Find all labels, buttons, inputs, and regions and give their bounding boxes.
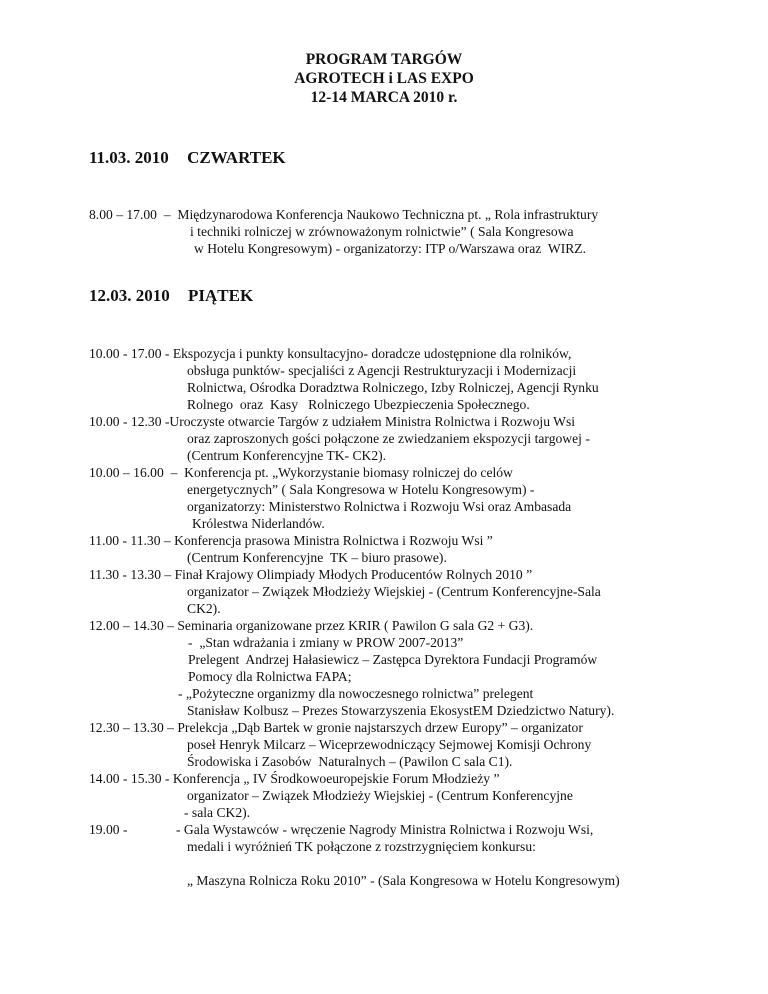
day-heading-thursday [89,148,286,168]
title-line-2: AGROTECH i LAS EXPO [294,70,474,87]
program-line: Środowiska i Zasobów Naturalnych – (Pawilon C sala C1). [187,754,513,769]
program-line: oraz zaproszonych gości połączone ze zwiedzaniem ekspozycji targowej - [187,431,590,446]
day-heading-friday [89,286,253,306]
program-line: 14.00 - 15.30 - Konferencja „ IV Środkowoeuropejskie Forum Młodzieży ” [89,771,500,786]
program-line: (Centrum Konferencyjne TK- CK2). [187,448,387,463]
program-line: Prelegent Andrzej Hałasiewicz – Zastępca Dyrektora Fundacji Programów [188,652,598,667]
program-line: 10.00 - 17.00 - Ekspozycja i punkty konsultacyjno- doradcze udostępnione dla rolników, [89,346,572,361]
program-line: - sala CK2). [184,805,251,820]
program-line: Pomocy dla Rolnictwa FAPA; [188,669,352,684]
day-date: 12.03. 2010 [89,286,170,305]
program-line: 8.00 – 17.00 – Międzynarodowa Konferencja Naukowo Techniczna pt. „ Rola infrastruktury [89,207,599,222]
program-line: w Hotelu Kongresowym) - organizatorzy: ITP o/Warszawa oraz WIRZ. [194,241,586,256]
program-line: organizator – Związek Młodzieży Wiejskiej - (Centrum Konferencyjne-Sala [187,584,601,599]
program-line: Stanisław Kolbusz – Prezes Stowarzyszenia EkosystEM Dziedzictwo Natury). [187,703,615,718]
program-line: 19.00 - [89,822,128,837]
program-line: 12.00 – 14.30 – Seminaria organizowane przez KRIR ( Pawilon G sala G2 + G3). [89,618,534,633]
title-line-1: PROGRAM TARGÓW [305,51,463,68]
program-line: - „Pożyteczne organizmy dla nowoczesnego rolnictwa” prelegent [178,686,534,701]
program-line: Rolnictwa, Ośrodka Doradztwa Rolniczego, Izby Rolniczej, Agencji Rynku [187,380,599,395]
program-line: energetycznych” ( Sala Kongresowa w Hotelu Kongresowym) - [187,482,535,497]
program-line: Rolnego oraz Kasy Rolniczego Ubezpieczenia Społecznego. [187,397,530,412]
program-line: i techniki rolniczej w zrównoważonym rolnictwie” ( Sala Kongresowa [190,224,574,239]
program-line: - Gala Wystawców - wręczenie Nagrody Ministra Rolnictwa i Rozwoju Wsi, [176,822,594,837]
program-line: organizatorzy: Ministerstwo Rolnictwa i Rozwoju Wsi oraz Ambasada [187,499,572,514]
program-line: Królestwa Niderlandów. [192,516,325,531]
program-line: obsługa punktów- specjaliści z Agencji Restrukturyzacji i Modernizacji [187,363,577,378]
day-name: PIĄTEK [188,286,254,305]
program-line: CK2). [187,601,221,616]
program-line: poseł Henryk Milcarz – Wiceprzewodniczący Sejmowej Komisji Ochrony [187,737,592,752]
program-line: 11.00 - 11.30 – Konferencja prasowa Ministra Rolnictwa i Rozwoju Wsi ” [89,533,493,548]
program-line: 12.30 – 13.30 – Prelekcja „Dąb Bartek w gronie najstarszych drzew Europy” – organizator [89,720,583,735]
program-line: organizator – Związek Młodzieży Wiejskiej - (Centrum Konferencyjne [187,788,573,803]
day-date: 11.03. 2010 [89,148,169,167]
program-line: 11.30 - 13.30 – Finał Krajowy Olimpiady Młodych Producentów Rolnych 2010 ” [89,567,533,582]
day-name: CZWARTEK [187,148,286,167]
program-line: - „Stan wdrażania i zmiany w PROW 2007-2013” [188,635,464,650]
title-line-3: 12-14 MARCA 2010 r. [310,89,458,106]
program-line: 10.00 – 16.00 – Konferencja pt. „Wykorzystanie biomasy rolniczej do celów [89,465,513,480]
program-line: (Centrum Konferencyjne TK – biuro prasowe). [187,550,447,565]
program-line: 10.00 - 12.30 -Uroczyste otwarcie Targów z udziałem Ministra Rolnictwa i Rozwoju Wsi [89,414,576,429]
program-line: „ Maszyna Rolnicza Roku 2010” - (Sala Kongresowa w Hotelu Kongresowym) [187,873,620,888]
program-line: medali i wyróżnień TK połączone z rozstrzygnięciem konkursu: [187,839,536,854]
